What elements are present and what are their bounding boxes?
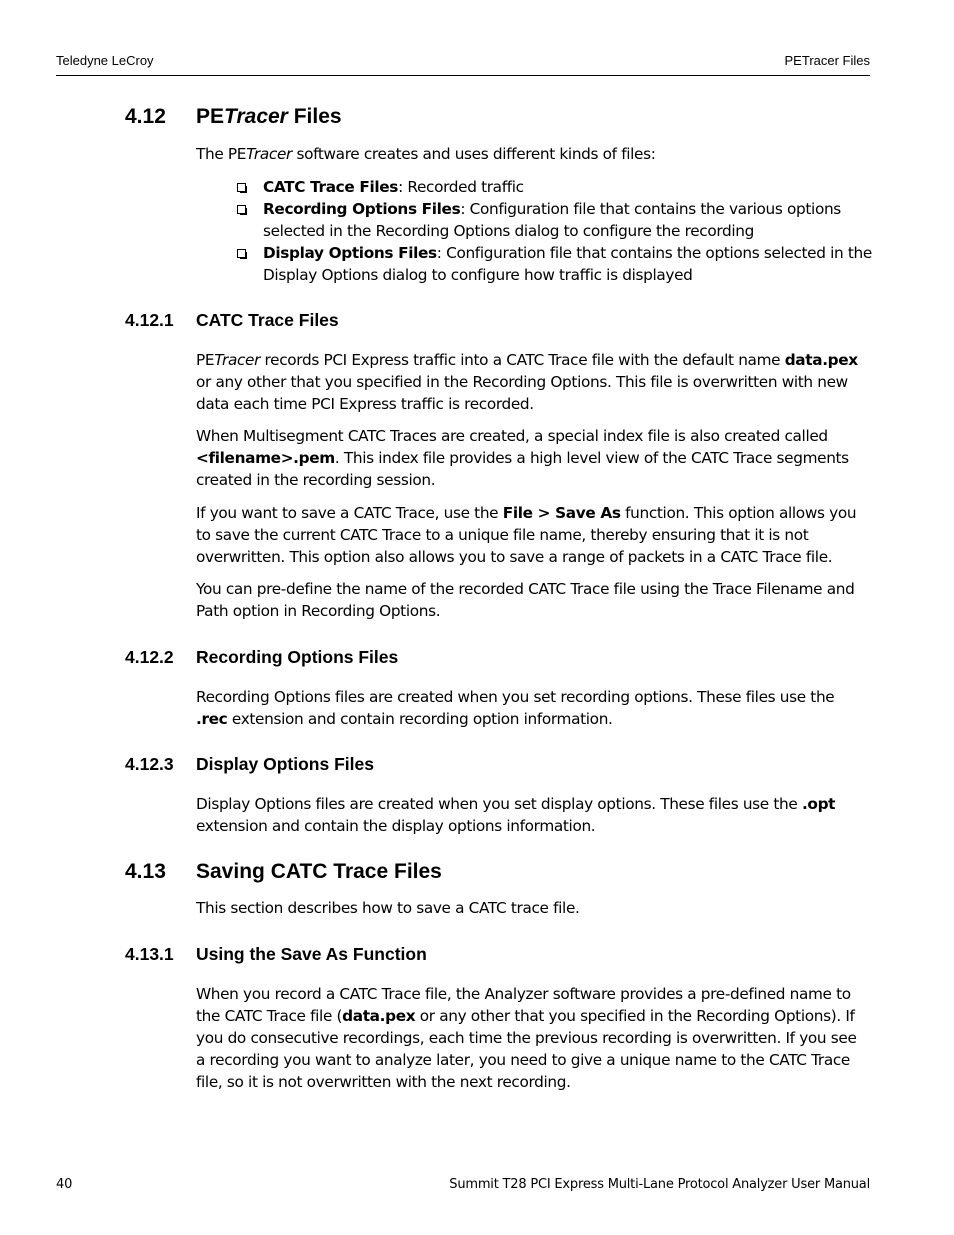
header-right-text: PETracer Files [784, 53, 870, 68]
list-item: Display Options Files: Configuration file that contains the options selected in the Display Options dialog to configure how traffic is displayed [237, 242, 873, 286]
paragraph: PETracer records PCI Express traffic into a CATC Trace file with the default name data.pex or any other that you specified in the Recording Options. This file is overwritten with new data each time PCI Express traffic is recorded. [196, 351, 858, 413]
heading-4-13: 4.13 Saving CATC Trace Files [125, 860, 442, 883]
heading-4-12-3: 4.12.3 Display Options Files [125, 754, 374, 774]
heading-4-13-1: 4.13.1 Using the Save As Function [125, 944, 427, 964]
paragraph: You can pre-define the name of the recorded CATC Trace file using the Trace Filename and Path option in Recording Options. [196, 580, 855, 620]
file-types-list [237, 176, 873, 286]
list-item: Recording Options Files: Configuration file that contains the various options selected in the Recording Options dialog to configure the recording [237, 198, 873, 242]
paragraph: Recording Options files are created when you set recording options. These files use the .rec extension and contain recording option information. [196, 688, 835, 728]
checkbox-bullet-icon [237, 205, 246, 214]
intro-paragraph: The PETracer software creates and uses different kinds of files: [196, 145, 656, 163]
paragraph: When Multisegment CATC Traces are created, a special index file is also created called <filename>.pem. This index file provides a high level view of the CATC Trace segments created in the recording session. [196, 427, 849, 489]
paragraph: This section describes how to save a CATC trace file. [196, 899, 580, 917]
checkbox-bullet-icon [237, 249, 246, 258]
heading-4-12-2: 4.12.2 Recording Options Files [125, 647, 399, 667]
heading-4-12: 4.12 PETracer Files [125, 105, 342, 128]
checkbox-bullet-icon [237, 183, 246, 192]
heading-4-12-1: 4.12.1 CATC Trace Files [125, 310, 339, 330]
paragraph: Display Options files are created when you set display options. These files use the .opt extension and contain the display options information. [196, 795, 836, 835]
paragraph: If you want to save a CATC Trace, use the File > Save As function. This option allows you to save the current CATC Trace to a unique file name, thereby ensuring that it is not overwritten. This option also allows you to save a range of packets in a CATC Trace file. [196, 504, 857, 566]
list-item: CATC Trace Files: Recorded traffic [237, 176, 873, 198]
page-number: 40 [56, 1177, 73, 1192]
footer-title: Summit T28 PCI Express Multi-Lane Protocol Analyzer User Manual [449, 1177, 870, 1192]
paragraph: When you record a CATC Trace file, the Analyzer software provides a pre-defined name to the CATC Trace file (data.pex or any other that you specified in the Recording Options). If you do consecutive recordings, each time the previous recording is overwritten. If you see a recording you want to analyze later, you need to give a unique name to the CATC Trace file, so it is not overwritten with the next recording. [196, 985, 857, 1091]
header-rule [56, 75, 870, 76]
heading-number: 4.12 [125, 105, 166, 128]
header-left-text: Teledyne LeCroy [56, 53, 154, 68]
